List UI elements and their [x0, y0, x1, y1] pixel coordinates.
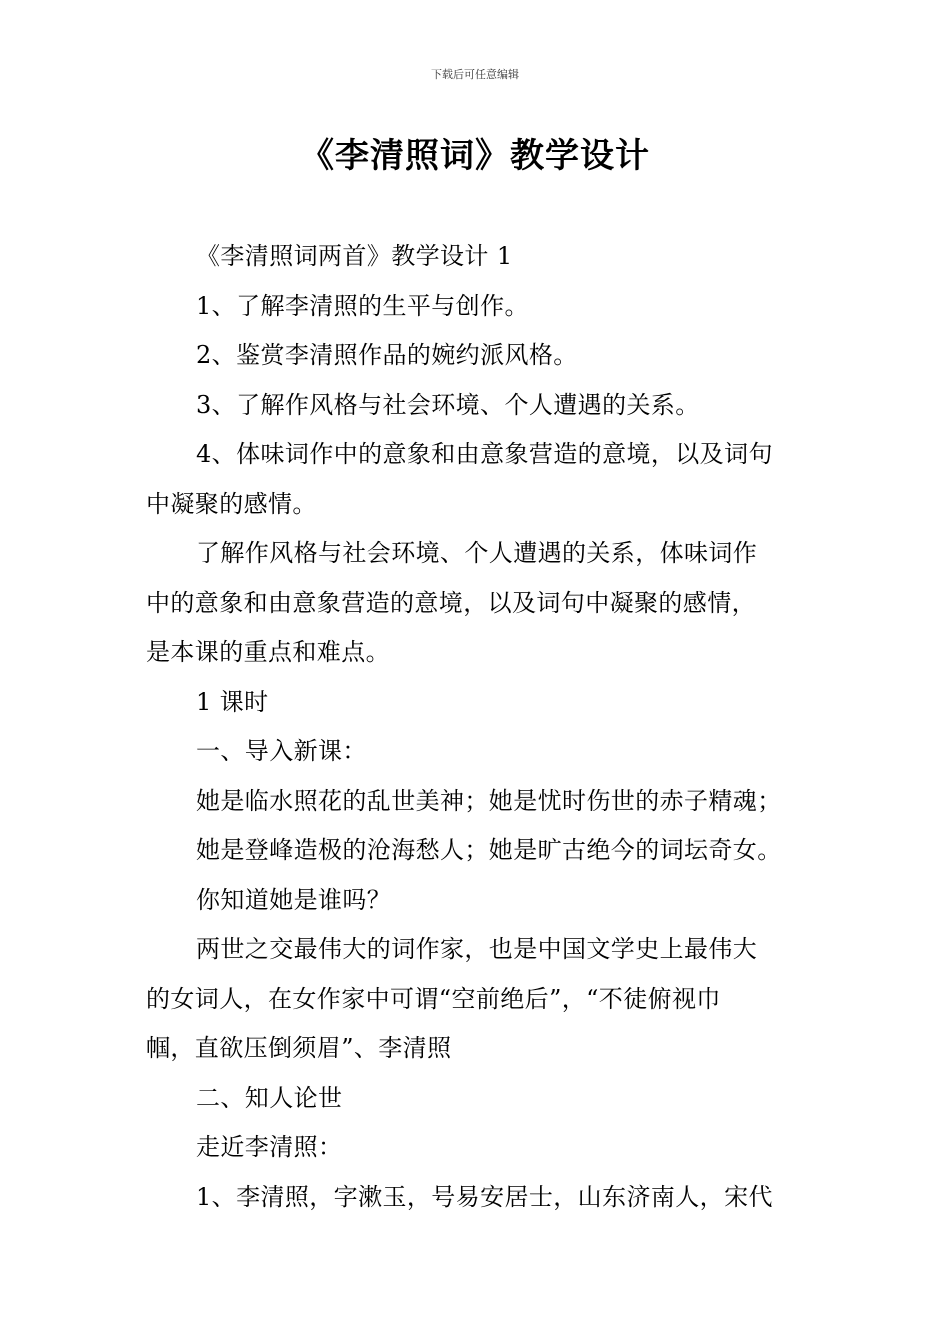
- document-body: [146, 232, 810, 1222]
- text-line: 2、鉴赏李清照作品的婉约派风格。: [196, 341, 578, 369]
- paragraph: [146, 1173, 810, 1223]
- text-line: 1、了解李清照的生平与创作。: [196, 291, 529, 320]
- paragraph: [146, 529, 810, 678]
- text-line: 帼，直欲压倒须眉”、李清照: [146, 1034, 452, 1062]
- paragraph: [146, 826, 810, 876]
- text-line: 两世之交最伟大的词作家，也是中国文学史上最伟大: [196, 935, 758, 963]
- paragraph: [146, 925, 810, 1074]
- text-line: 了解作风格与社会环境、个人遭遇的关系，体味词作: [196, 539, 758, 567]
- text-line: 是本课的重点和难点。: [146, 638, 390, 666]
- text-line: 她是登峰造极的沧海愁人；她是旷古绝今的词坛奇女。: [196, 836, 782, 864]
- paragraph: [146, 876, 810, 926]
- paragraph: [146, 1123, 810, 1173]
- paragraph: [146, 232, 810, 282]
- text-line: 1 课时: [196, 687, 269, 716]
- text-line: 中凝聚的感情。: [146, 489, 317, 518]
- paragraph: [146, 381, 810, 431]
- text-line: 她是临水照花的乱世美神；她是忧时伤世的赤子精魂；: [196, 786, 782, 815]
- header-note: 下载后可任意编辑: [431, 68, 519, 81]
- paragraph: [146, 430, 810, 529]
- text-line: 走近李清照：: [196, 1133, 343, 1161]
- text-line: 你知道她是谁吗？: [196, 885, 392, 914]
- text-line: 1、李清照，字漱玉，号易安居士，山东济南人，宋代: [196, 1182, 773, 1211]
- paragraph: [146, 331, 810, 381]
- text-line: 4、体味词作中的意象和由意象营造的意境，以及词句: [196, 440, 773, 468]
- text-line: 一、导入新课：: [196, 737, 367, 765]
- paragraph: [146, 678, 810, 728]
- text-line: 中的意象和由意象营造的意境，以及词句中凝聚的感情，: [146, 588, 756, 617]
- text-line: 的女词人，在女作家中可谓“空前绝后”，“不徒俯视巾: [146, 984, 721, 1013]
- paragraph: [146, 777, 810, 827]
- text-line: 《李清照词两首》教学设计 1: [196, 242, 513, 270]
- text-line: 3、了解作风格与社会环境、个人遭遇的关系。: [196, 390, 700, 419]
- paragraph: [146, 727, 810, 777]
- paragraph: [146, 1074, 810, 1124]
- text-line: 二、知人论世: [196, 1083, 343, 1112]
- document-title: 《李清照词》教学设计: [300, 136, 650, 176]
- paragraph: [146, 282, 810, 332]
